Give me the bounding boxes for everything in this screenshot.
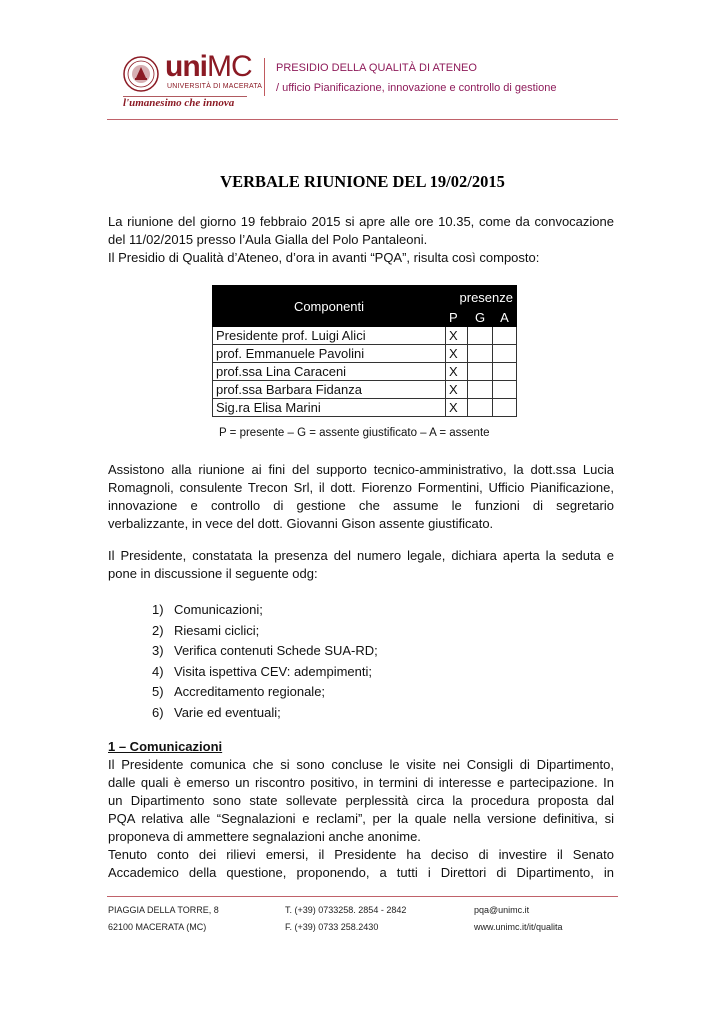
- presence-p: X: [446, 345, 468, 363]
- footer-website[interactable]: www.unimc.it/it/qualita: [474, 922, 563, 932]
- member-name: Presidente prof. Luigi Alici: [213, 327, 446, 345]
- presence-p: X: [446, 363, 468, 381]
- list-number: 2): [152, 622, 164, 638]
- presence-g: [468, 363, 493, 381]
- intro-paragraph: [108, 213, 614, 267]
- list-text: Comunicazioni;: [174, 602, 263, 617]
- intro-line: del 11/02/2015 presso l’Aula Gialla del Polo Pantaleoni.: [108, 232, 428, 247]
- header-divider: [264, 58, 265, 96]
- list-item: [152, 621, 378, 642]
- presence-g: [468, 381, 493, 399]
- assist-paragraph: [108, 461, 614, 533]
- list-number: 5): [152, 684, 164, 700]
- list-item: [152, 662, 378, 683]
- assist-line: verbalizzante, in vece del dott. Giovanni Gison assente giustificato.: [108, 516, 494, 531]
- footer-phone: T. (+39) 0733258. 2854 - 2842: [285, 905, 407, 915]
- member-name: prof.ssa Barbara Fidanza: [213, 381, 446, 399]
- list-item: [152, 703, 378, 724]
- table-legend: P = presente – G = assente giustificato – A = assente: [219, 427, 490, 439]
- list-item: [152, 682, 378, 703]
- table-row: [213, 381, 517, 399]
- section1-line: PQA relativa alle “Segnalazioni e reclami”, per la quale nella versione definitiva, si: [108, 811, 614, 826]
- section1-line: un Dipartimento sono state sollevate perplessità circa la procedura proposta dal: [108, 793, 614, 808]
- footer-address-city: 62100 MACERATA (MC): [108, 922, 207, 932]
- logo-subtitle: UNIVERSITÀ DI MACERATA: [167, 83, 263, 90]
- logo-tagline: l'umanesimo che innova: [123, 97, 235, 109]
- table-header-p: P: [446, 309, 468, 327]
- section1-line: dalle quali è emerso un riscontro positivo, in termini di interesse e partecipazione. In: [108, 775, 614, 790]
- agenda-list: [152, 600, 378, 724]
- header-rule: [107, 119, 618, 120]
- table-row: [213, 363, 517, 381]
- list-text: Visita ispettiva CEV: adempimenti;: [174, 663, 372, 679]
- list-text: Verifica contenuti Schede SUA-RD;: [174, 643, 378, 659]
- members-table: [212, 285, 517, 417]
- assist-line: innovazione e controllo di gestione che assume le funzioni di segretario: [108, 498, 614, 513]
- section1-line: proponeva di ammettere segnalazioni anche anonime.: [108, 829, 421, 844]
- table-header-a: A: [493, 309, 517, 327]
- member-name: Sig.ra Elisa Marini: [213, 399, 446, 417]
- presence-g: [468, 327, 493, 345]
- table-header-presence: presenze: [446, 286, 517, 309]
- university-seal-icon: [123, 56, 159, 92]
- presence-g: [468, 345, 493, 363]
- header-office-subtitle: / ufficio Pianificazione, innovazione e controllo di gestione: [276, 82, 557, 94]
- member-name: prof. Emmanuele Pavolini: [213, 345, 446, 363]
- footer-email[interactable]: pqa@unimc.it: [474, 905, 530, 915]
- list-item: [152, 600, 378, 621]
- presence-p: X: [446, 327, 468, 345]
- presence-p: X: [446, 381, 468, 399]
- list-number: 6): [152, 704, 164, 720]
- assist-line: Assistono alla riunione ai fini del supporto tecnico-amministrativo, la dott.ssa Lucia: [108, 462, 614, 477]
- footer-address-street: PIAGGIA DELLA TORRE, 8: [108, 905, 219, 915]
- table-header-components: Componenti: [213, 286, 446, 327]
- intro-line: Il Presidio di Qualità d’Ateneo, d’ora in avanti “PQA”, risulta così composto:: [108, 250, 540, 265]
- presence-a: [493, 345, 517, 363]
- document-title: VERBALE RIUNIONE DEL 19/02/2015: [220, 172, 505, 191]
- list-text: Riesami ciclici;: [174, 622, 260, 638]
- president-paragraph: [108, 547, 614, 583]
- list-number: 4): [152, 663, 164, 679]
- list-number: 3): [152, 643, 164, 659]
- section1-paragraph: [108, 756, 614, 882]
- list-text: Varie ed eventuali;: [174, 704, 281, 720]
- section1-line: Il Presidente comunica che si sono concluse le visite nei Consigli di Dipartimento,: [108, 757, 614, 772]
- president-line: pone in discussione il seguente odg:: [108, 566, 318, 581]
- member-name: prof.ssa Lina Caraceni: [213, 363, 446, 381]
- footer-fax: F. (+39) 0733 258.2430: [285, 922, 379, 932]
- intro-line: La riunione del giorno 19 febbraio 2015 si apre alle ore 10.35, come da convocazione: [108, 214, 614, 229]
- presence-a: [493, 381, 517, 399]
- president-line: Il Presidente, constatata la presenza del numero legale, dichiara aperta la seduta e: [108, 548, 614, 563]
- presence-a: [493, 363, 517, 381]
- presence-g: [468, 399, 493, 417]
- section1-line: Accademico della questione, proponendo, a tutti i Direttori di Dipartimento, in: [108, 865, 614, 880]
- presence-a: [493, 399, 517, 417]
- footer-rule: [107, 896, 618, 897]
- list-number: 1): [152, 602, 164, 617]
- list-text: Accreditamento regionale;: [174, 684, 326, 700]
- assist-line: Romagnoli, consulente Trecon Srl, il dott. Fiorenzo Formentini, Ufficio Pianificazione,: [108, 480, 614, 495]
- list-item: [152, 641, 378, 662]
- logo-wordmark: uniMC: [165, 50, 252, 83]
- header-office-title: PRESIDIO DELLA QUALITÀ DI ATENEO: [276, 62, 477, 74]
- table-row: [213, 345, 517, 363]
- presence-a: [493, 327, 517, 345]
- table-row: [213, 327, 517, 345]
- table-header-g: G: [468, 309, 493, 327]
- section-heading: 1 – Comunicazioni: [108, 739, 223, 754]
- presence-p: X: [446, 399, 468, 417]
- section1-line: Tenuto conto dei rilievi emersi, il Presidente ha deciso di investire il Senato: [108, 847, 614, 862]
- table-row: [213, 399, 517, 417]
